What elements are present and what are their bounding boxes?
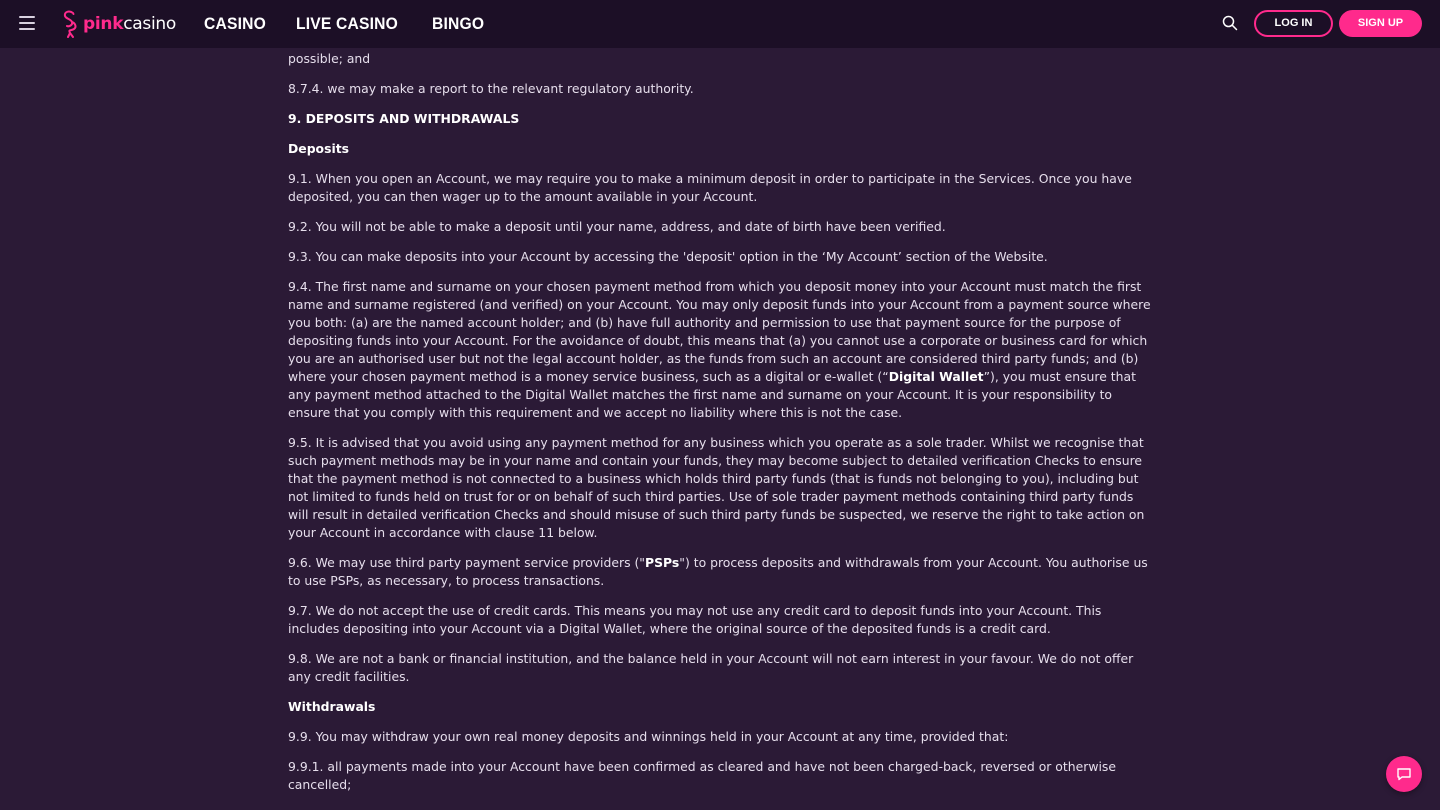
- nav-item-bingo[interactable]: BINGO: [432, 14, 485, 33]
- clause-9-6-text-b: ") to process deposits and withdrawals from your Account. You authorise us to use PSPs, as necessary, to process transactions.: [288, 555, 1148, 588]
- logo-text: pinkcasino: [83, 14, 176, 34]
- nav-item-casino[interactable]: CASINO: [204, 14, 266, 33]
- terms-content: [288, 50, 1154, 806]
- section-heading-deposits-withdrawals: 9. DEPOSITS AND WITHDRAWALS: [288, 111, 520, 126]
- subheading-deposits: Deposits: [288, 141, 349, 156]
- clause-8-7-3-tail: possible; and: [288, 51, 371, 66]
- clause-9-9: 9.9. You may withdraw your own real money deposits and winnings held in your Account at any time, provided that:: [288, 729, 1009, 744]
- pinkcasino-logo[interactable]: [62, 9, 176, 39]
- clause-8-7-4: 8.7.4. we may make a report to the relevant regulatory authority.: [288, 81, 694, 96]
- clause-9-1: 9.1. When you open an Account, we may require you to make a minimum deposit in order to participate in the Services. Once you have deposited, you can then wager up to the amount available in your Account.: [288, 171, 1132, 204]
- clause-9-9-1: 9.9.1. all payments made into your Account have been confirmed as cleared and have not been charged-back, reversed or otherwise cancelled;: [288, 759, 1116, 792]
- clause-9-4: [288, 278, 1154, 422]
- search-icon[interactable]: [1222, 15, 1238, 31]
- clause-9-3: 9.3. You can make deposits into your Account by accessing the 'deposit' option in the ‘My Account’ section of the Website.: [288, 249, 1048, 264]
- chat-icon: [1396, 766, 1412, 782]
- main-nav: [204, 0, 514, 48]
- clause-9-4-text-b: ”), you must ensure that any payment method attached to the Digital Wallet matches the first name and surname on your Account. It is your responsibility to ensure that you comply with this requirement and we accept no liability where this is not the case.: [288, 369, 1136, 420]
- clause-9-7: 9.7. We do not accept the use of credit cards. This means you may not use any credit card to deposit funds into your Account. This includes depositing into your Account via a Digital Wallet, where the original source of the deposited funds is a credit card.: [288, 603, 1102, 636]
- clause-9-6-defined-term: PSPs: [645, 555, 680, 570]
- clause-9-6: [288, 554, 1154, 590]
- signup-button[interactable]: SIGN UP: [1339, 10, 1422, 37]
- clause-9-4-text-a: 9.4. The first name and surname on your chosen payment method from which you deposit money into your Account must match the first name and surname registered (and verified) on your Account. You may only deposit funds into your Account from a payment source where you both: (a) are the named account holder; and (b) have full authority and permission to use that payment source for the purpose of depositing funds into your Account. For the avoidance of doubt, this means that (a) you cannot use a corporate or business card for which you are an authorised user but not the legal account holder, as the funds from such an account are considered third party funds; and (b) where your chosen payment method is a money service business, such as a digital or e-wallet (“: [288, 279, 1151, 384]
- flamingo-icon: [62, 10, 80, 38]
- clause-9-4-defined-term: Digital Wallet: [888, 369, 984, 384]
- clause-9-6-text-a: 9.6. We may use third party payment service providers (": [288, 555, 645, 570]
- clause-9-8: 9.8. We are not a bank or financial institution, and the balance held in your Account will not earn interest in your favour. We do not offer any credit facilities.: [288, 651, 1134, 684]
- login-button[interactable]: LOG IN: [1254, 10, 1333, 37]
- chat-button[interactable]: [1386, 756, 1422, 792]
- hamburger-menu-icon[interactable]: [19, 16, 35, 30]
- clause-9-5: 9.5. It is advised that you avoid using any payment method for any business which you operate as a sole trader. Whilst we recognise that such payment methods may be in your name and contain your funds, they may become subject to detailed verification Checks to ensure that the payment method is not connected to a business which holds third party funds (that is funds not belonging to you), including but not limited to funds held on trust for or on behalf of such third parties. Use of sole trader payment methods containing third party funds will result in detailed verification Checks and should misuse of such third party funds be suspected, we reserve the right to take action on your Account in accordance with clause 11 below.: [288, 435, 1145, 540]
- clause-9-2: 9.2. You will not be able to make a deposit until your name, address, and date of birth have been verified.: [288, 219, 946, 234]
- top-navigation-bar: [0, 0, 1440, 48]
- nav-item-live-casino[interactable]: LIVE CASINO: [296, 14, 399, 33]
- subheading-withdrawals: Withdrawals: [288, 699, 376, 714]
